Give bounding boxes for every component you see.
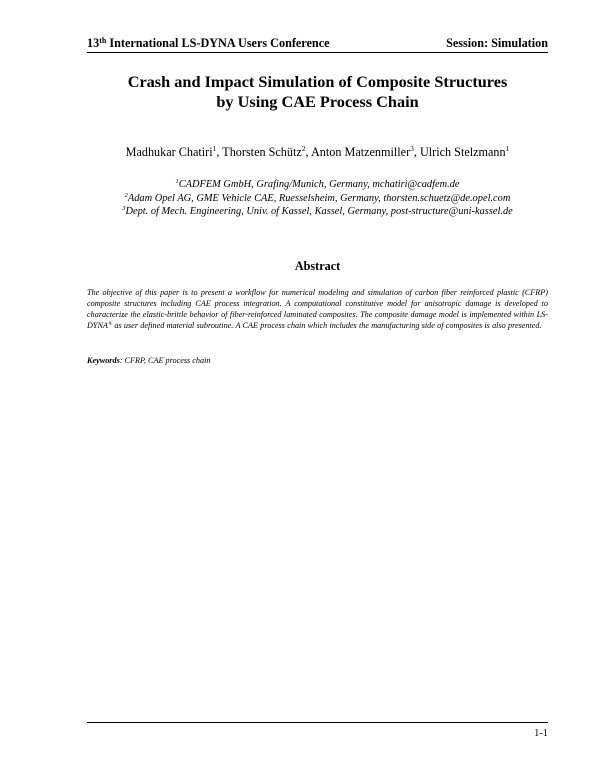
abstract-text: The objective of this paper is to present a workflow for numerical modeling and simulation of carbon fiber reinforced plastic (CFRP) composite structures including CAE process integration. A computational constitutive model for anisotropic damage is developed to characterize the elastic-brittle behavior of fiber-reinforced laminated composites. The composite damage model is implemented within LS-DYNA: [87, 288, 548, 330]
author-separator: ,: [413, 145, 420, 159]
affiliation-mark: 3: [410, 144, 414, 153]
author: [126, 145, 223, 159]
affiliation: [60, 192, 575, 206]
footer-divider: [87, 722, 548, 723]
author-separator: ,: [305, 145, 311, 159]
title-line-1: Crash and Impact Simulation of Composite Structures: [127, 72, 508, 91]
author-name: Ulrich Stelzmann: [419, 145, 506, 159]
affiliation-mark: 3: [122, 205, 126, 212]
conference-name: [87, 36, 330, 50]
header-divider: [87, 52, 548, 53]
author-separator: ,: [216, 145, 223, 159]
author-name: Anton Matzenmiller: [310, 145, 411, 159]
keywords: [87, 355, 548, 366]
author-list: [60, 144, 575, 160]
affiliation: [60, 178, 575, 192]
author: [311, 145, 420, 159]
affiliation-mark: 1: [175, 178, 179, 185]
title-line-2: by Using CAE Process Chain: [216, 92, 419, 111]
page-number: 1-1: [534, 728, 548, 739]
keywords-label: Keywords: [87, 356, 120, 365]
conference-title: International LS-DYNA Users Conference: [106, 36, 330, 50]
affiliation-mark: 1: [212, 144, 217, 153]
abstract-text-continued: as user defined material subroutine. A CAE process chain which includes the manufacturing side of composites is also presented.: [112, 321, 542, 330]
conference-number: 13: [87, 36, 100, 50]
conference-ordinal: th: [99, 36, 107, 45]
affiliation-text: Adam Opel AG, GME Vehicle CAE, Ruesselsheim, Germany, thorsten.schuetz@de.opel.com: [127, 192, 511, 204]
keywords-text: : CFRP, CAE process chain: [119, 356, 211, 365]
affiliation-mark: 2: [124, 191, 128, 199]
session-label: Session: Simulation: [446, 36, 548, 50]
affiliation-list: [60, 178, 575, 219]
abstract-body: [87, 287, 548, 331]
author: [420, 145, 509, 159]
affiliation-text: CADFEM GmbH, Grafing/Munich, Germany, mchatiri@cadfem.de: [178, 179, 460, 190]
author-name: Madhukar Chatiri: [125, 145, 213, 159]
paper-title: [60, 72, 575, 112]
author: [222, 145, 311, 159]
author-name: Thorsten Schütz: [222, 145, 302, 159]
affiliation: [60, 205, 575, 219]
abstract-heading: Abstract: [294, 259, 341, 273]
affiliation-mark: 2: [301, 144, 306, 153]
registered-mark: ®: [107, 321, 113, 327]
affiliation-mark: 1: [505, 144, 510, 153]
affiliation-text: Dept. of Mech. Engineering, Univ. of Kassel, Kassel, Germany, post-structure@uni-kassel.de: [125, 206, 513, 217]
